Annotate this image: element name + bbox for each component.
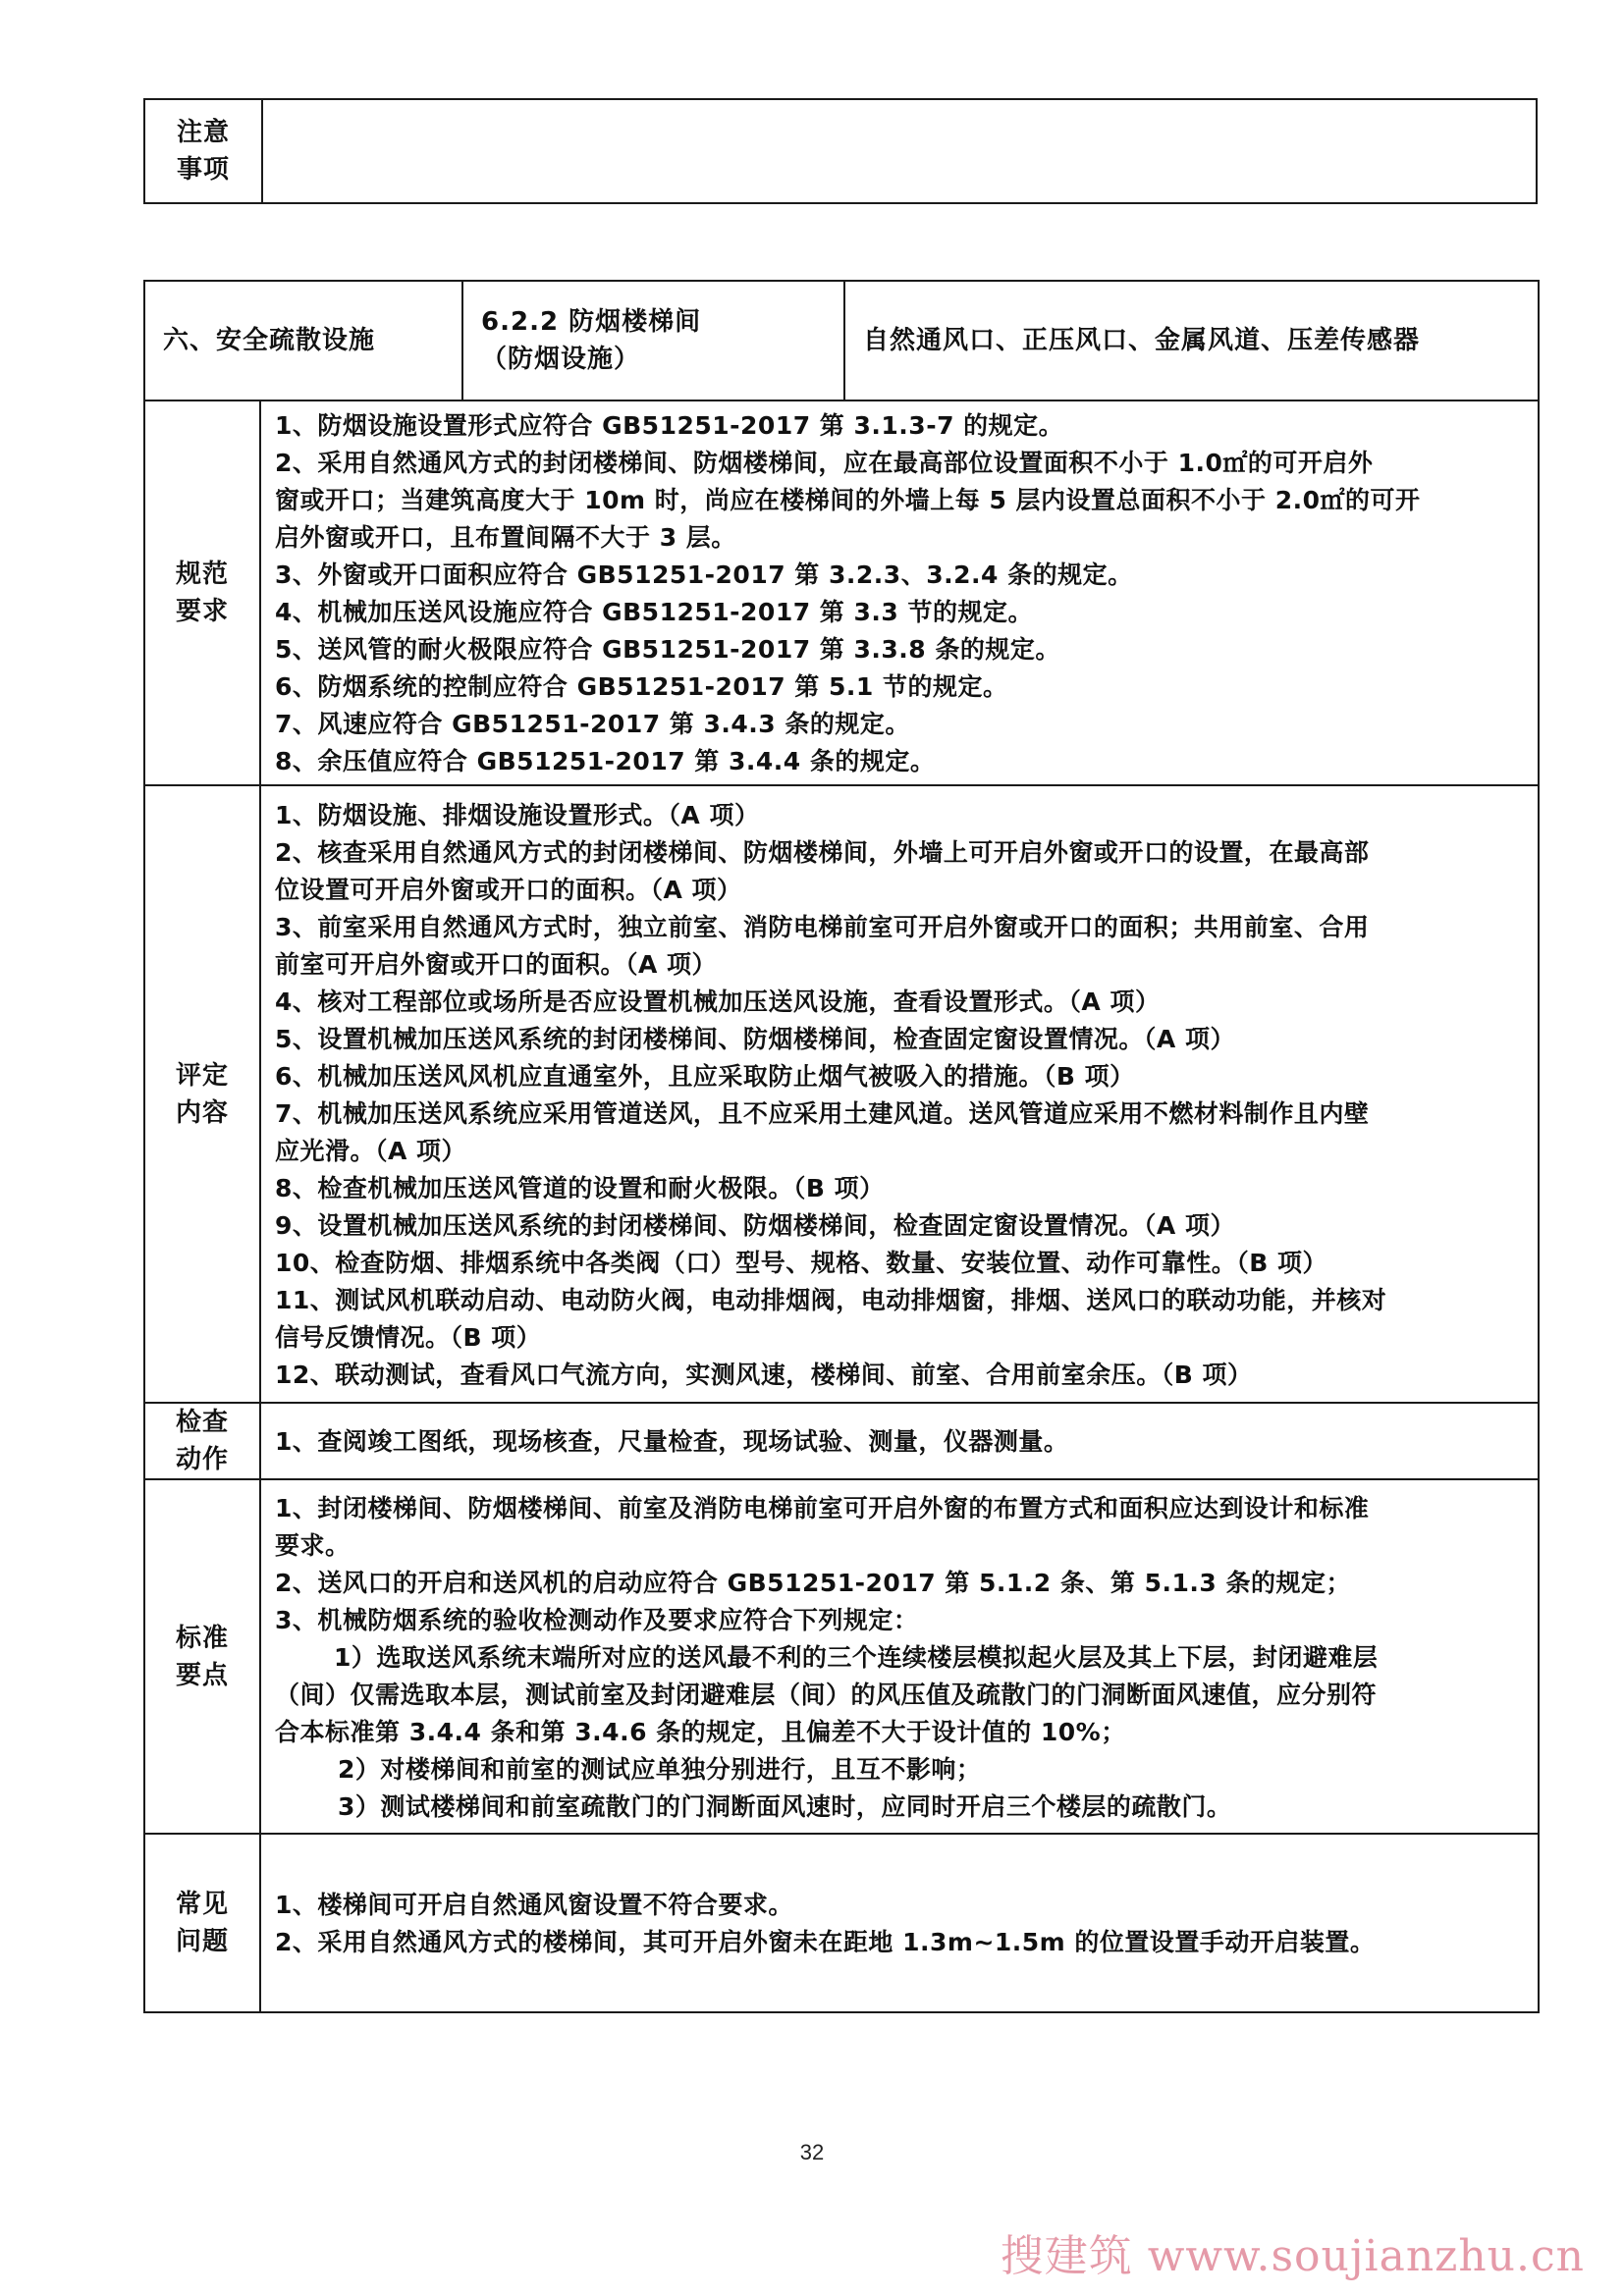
common-line: 1、楼梯间可开启自然通风窗设置不符合要求。 (275, 1891, 793, 1919)
evaluation-line: 7、机械加压送风系统应采用管道送风，且不应采用土建风道。送风管道应采用不燃材料制作且内壁 (275, 1098, 1370, 1128)
evaluation-line: 10、检查防烟、排烟系统中各类阀（口）型号、规格、数量、安装位置、动作可靠性。（B 项） (275, 1248, 1328, 1277)
standard-line: 2、送风口的开启和送风机的启动应符合 GB51251-2017 第 5.1.2 条、第 5.1.3 条的规定； (275, 1568, 1351, 1597)
standard-line: 要求。 (275, 1530, 351, 1560)
notes-row (144, 99, 1537, 203)
standard-label (176, 1620, 229, 1694)
evaluation-line: 11、测试风机联动启动、电动防火阀，电动排烟阀，电动排烟窗，排烟、送风口的联动功能，并核对 (275, 1285, 1387, 1314)
common-label-cell (144, 1834, 260, 2012)
standard-label-line-1: 标准 (175, 1623, 229, 1653)
notes-label (177, 114, 230, 188)
standard-label-line-2: 要点 (175, 1660, 229, 1690)
check-label (176, 1404, 229, 1478)
common-label-line-1: 常见 (175, 1890, 229, 1919)
standard-row (144, 1479, 1539, 1834)
evaluation-label (176, 1057, 229, 1132)
check-label-line-1: 检查 (175, 1408, 229, 1437)
item-cell (462, 281, 844, 400)
main-table (143, 280, 1540, 2013)
check-label-cell (144, 1403, 260, 1479)
requirements-label-line-2: 要求 (175, 597, 229, 626)
watermark: 搜建筑 www.soujianzhu.cn (1000, 2231, 1585, 2281)
evaluation-content (260, 785, 1539, 1403)
evaluation-line: 5、设置机械加压送风系统的封闭楼梯间、防烟楼梯间，检查固定窗设置情况。（A 项） (275, 1024, 1235, 1053)
requirements-line: 2、采用自然通风方式的封闭楼梯间、防烟楼梯间，应在最高部位设置面积不小于 1.0㎡的可开启外 (275, 449, 1374, 477)
section-cell: 六、安全疏散设施 (144, 281, 462, 400)
requirements-line: 4、机械加压送风设施应符合 GB51251-2017 第 3.3 节的规定。 (275, 598, 1034, 626)
requirements-row (144, 400, 1539, 785)
requirements-line: 3、外窗或开口面积应符合 GB51251-2017 第 3.2.3、3.2.4 条的规定。 (275, 561, 1133, 589)
notes-table (143, 98, 1538, 204)
check-label-line-2: 动作 (175, 1445, 229, 1474)
requirements-label-cell (144, 400, 260, 785)
requirements-line: 1、防烟设施设置形式应符合 GB51251-2017 第 3.1.3-7 的规定。 (275, 411, 1064, 440)
components-cell: 自然通风口、正压风口、金属风道、压差传感器 (844, 281, 1539, 400)
evaluation-line: 9、设置机械加压送风系统的封闭楼梯间、防烟楼梯间，检查固定窗设置情况。（A 项） (275, 1210, 1235, 1240)
evaluation-line: 2、核查采用自然通风方式的封闭楼梯间、防烟楼梯间，外墙上可开启外窗或开口的设置，在最高部 (275, 837, 1370, 867)
requirements-line: 窗或开口；当建筑高度大于 10m 时，尚应在楼梯间的外墙上每 5 层内设置总面积不小于 2.0㎡的可开 (275, 486, 1421, 514)
standard-sub-line: 合本标准第 3.4.4 条和第 3.4.6 条的规定，且偏差不大于设计值的 10%； (275, 1717, 1126, 1746)
check-row (144, 1403, 1539, 1479)
item-code: 6.2.2 防烟楼梯间 (481, 307, 702, 337)
evaluation-line: 3、前室采用自然通风方式时，独立前室、消防电梯前室可开启外窗或开口的面积；共用前室、合用 (275, 912, 1370, 941)
notes-label-cell (144, 99, 262, 203)
evaluation-line: 4、核对工程部位或场所是否应设置机械加压送风设施，查看设置形式。（A 项） (275, 987, 1161, 1016)
evaluation-line: 1、防烟设施、排烟设施设置形式。（A 项） (275, 800, 760, 829)
evaluation-line: 应光滑。（A 项） (275, 1136, 467, 1165)
standard-content (260, 1479, 1539, 1834)
check-content (260, 1403, 1539, 1479)
check-line: 1、查阅竣工图纸，现场核查，尺量检查，现场试验、测量，仪器测量。 (275, 1427, 1069, 1456)
standard-label-cell (144, 1479, 260, 1834)
evaluation-line: 位设置可开启外窗或开口的面积。（A 项） (275, 875, 742, 904)
requirements-line: 8、余压值应符合 GB51251-2017 第 3.4.4 条的规定。 (275, 747, 936, 775)
header-row (144, 281, 1539, 400)
evaluation-line: 8、检查机械加压送风管道的设置和耐火极限。（B 项） (275, 1173, 885, 1202)
evaluation-line: 信号反馈情况。（B 项） (275, 1322, 542, 1352)
evaluation-line: 前室可开启外窗或开口的面积。（A 项） (275, 949, 718, 979)
standard-sub-line: 2）对楼梯间和前室的测试应单独分别进行，且互不影响； (338, 1754, 982, 1784)
evaluation-row (144, 785, 1539, 1403)
requirements-line: 6、防烟系统的控制应符合 GB51251-2017 第 5.1 节的规定。 (275, 672, 1008, 701)
standard-sub-line: 1）选取送风系统末端所对应的送风最不利的三个连续楼层模拟起火层及其上下层，封闭避难层 (334, 1642, 1379, 1672)
item-subtitle: （防烟设施） (481, 345, 641, 374)
standard-sub-line: （间）仅需选取本层，测试前室及封闭避难层（间）的风压值及疏散门的门洞断面风速值，应分别符 (275, 1680, 1378, 1709)
evaluation-line: 6、机械加压送风风机应直通室外，且应采取防止烟气被吸入的措施。（B 项） (275, 1061, 1135, 1091)
common-label (176, 1886, 229, 1960)
common-label-line-2: 问题 (175, 1927, 229, 1956)
notes-content-cell (262, 99, 1537, 203)
requirements-line: 7、风速应符合 GB51251-2017 第 3.4.3 条的规定。 (275, 710, 910, 738)
evaluation-label-line-1: 评定 (175, 1060, 229, 1091)
evaluation-label-line-2: 内容 (175, 1097, 229, 1128)
notes-label-line-2: 事项 (176, 155, 230, 185)
requirements-content (260, 400, 1539, 785)
requirements-line: 启外窗或开口，且布置间隔不大于 3 层。 (275, 523, 736, 552)
requirements-label (176, 556, 229, 630)
common-issues-row (144, 1834, 1539, 2012)
requirements-label-line-1: 规范 (175, 560, 229, 589)
standard-sub-line: 3）测试楼梯间和前室疏散门的门洞断面风速时，应同时开启三个楼层的疏散门。 (338, 1791, 1232, 1821)
standard-line: 1、封闭楼梯间、防烟楼梯间、前室及消防电梯前室可开启外窗的布置方式和面积应达到设计和标准 (275, 1493, 1370, 1522)
notes-label-line-1: 注意 (176, 118, 230, 147)
evaluation-line: 12、联动测试，查看风口气流方向，实测风速，楼梯间、前室、合用前室余压。（B 项） (275, 1360, 1253, 1389)
common-line: 2、采用自然通风方式的楼梯间，其可开启外窗未在距地 1.3m~1.5m 的位置设置手动开启装置。 (275, 1928, 1376, 1956)
requirements-line: 5、送风管的耐火极限应符合 GB51251-2017 第 3.3.8 条的规定。 (275, 635, 1060, 664)
common-content (260, 1834, 1539, 2012)
evaluation-label-cell (144, 785, 260, 1403)
page-number: 32 (799, 2140, 825, 2164)
standard-line: 3、机械防烟系统的验收检测动作及要求应符合下列规定： (275, 1605, 919, 1634)
